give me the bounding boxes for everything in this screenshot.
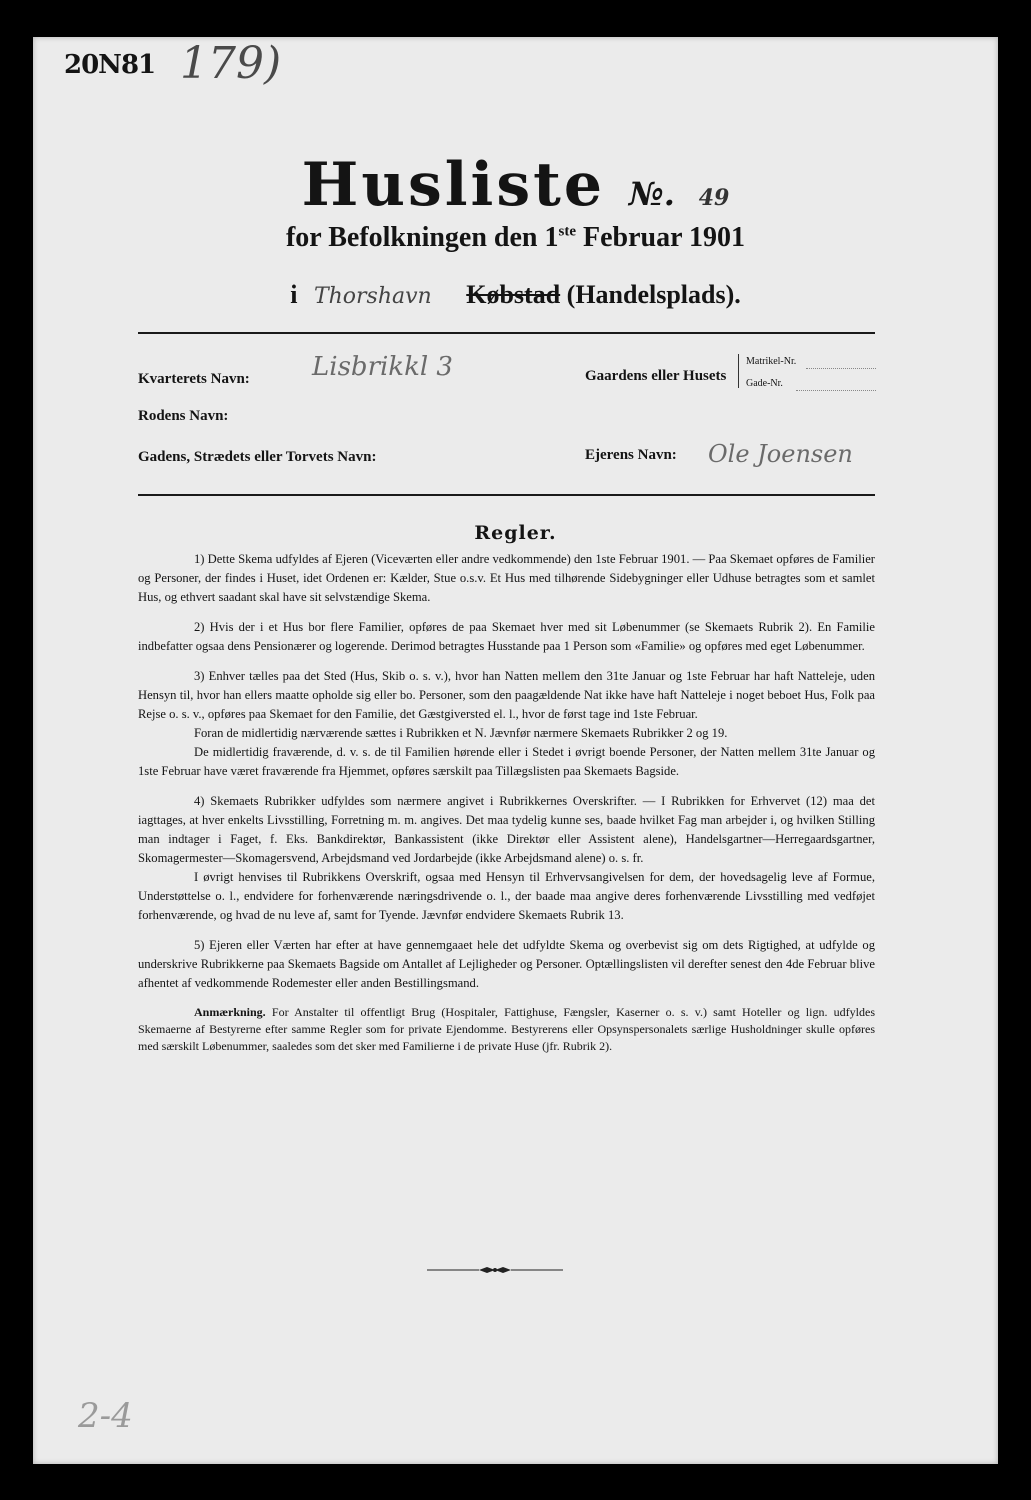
subtitle-line-2-pre: i: [290, 280, 298, 309]
gade-nr-label: Gade-Nr.: [746, 378, 783, 389]
ejer-value: Ole Joensen: [708, 440, 853, 468]
rule-2: 2) Hvis der i et Hus bor flere Familier, opføres de paa Skemaet hver med sit Løbenummer (se Skemaets Rubrik 2). En Familie indbefatter ogsaa dens Pensionærer og logerende. Derimod betragtes Husstande paa 1 Person som «Familie» og opføres med eget Løbenummer.: [138, 620, 875, 653]
rule-3-absent: De midlertidig fraværende, d. v. s. de til Familien hørende eller i Stedet i øvrigt boende Personer, der Natten mellem 31te Januar og 1ste Februar have været fraværende fra Hjemmet, opføres særskilt paa Tillægslisten paa Skemaets Bagside.: [138, 745, 875, 778]
regler-heading: Regler.: [474, 522, 557, 544]
rule-5: 5) Ejeren eller Værten har efter at have gennemgaaet hele det udfyldte Skema og overbevist sig om dets Rigtighed, at udfylde og underskrive Rubrikkerne paa Skemaets Bagside om Antallet af Lejligheder og Personer. Optællingslisten vil derefter senest den 4de Februar blive afhentet af vedkommende Rodemester eller anden Bestillingsmand.: [138, 938, 875, 990]
anmaerkning-label: Anmærkning.: [194, 1005, 266, 1019]
kvarter-value: Lisbrikkl 3: [312, 352, 453, 382]
kvarter-label: Kvarterets Navn:: [138, 371, 250, 387]
matrikel-label: Matrikel-Nr.: [746, 356, 797, 367]
rule-3-continued: Foran de midlertidig nærværende sættes i Rubrikken et N. Jævnfør nærmere Skemaets Rubrikker 2 og 19.: [194, 726, 728, 740]
subtitle-line-1-pre: for Befolkningen den 1: [285, 222, 559, 253]
page-title: [0, 150, 1031, 220]
mid-rule: [138, 494, 875, 496]
rule-3: 3) Enhver tælles paa det Sted (Hus, Skib o. s. v.), hvor han Natten mellem den 31te Januar og 1ste Februar har haft Natteleje, uden Hensyn til, hvor han ellers maatte opholde sig eller bo. Personer, som den paagældende Nat ikke have haft Natteleje i noget beboet Hus, Folk paa Rejse o. s. v., opføres paa Skemaet for den Familie, det Gæstgiversted el. l., hvor de først tage ind 1ste Februar.: [138, 669, 875, 721]
subtitle-sup: ste: [558, 223, 576, 240]
subtitle-line-2-post: (Handelsplads).: [566, 280, 741, 309]
roden-label: Rodens Navn:: [138, 408, 229, 424]
place-handwritten: Thorshavn: [313, 284, 432, 309]
subtitle-line-2: [0, 280, 1031, 310]
gade-label: Gadens, Strædets eller Torvets Navn:: [138, 449, 377, 465]
brace-line: [738, 354, 741, 388]
ejer-label: Ejerens Navn:: [585, 447, 677, 463]
rule-4: 4) Skemaets Rubrikker udfyldes som nærmere angivet i Rubrikkernes Overskrifter. — I Rubrikken for Erhvervet (12) maa det iagttages, at hver enkelts Livsstilling, Forretning m. m. angives. Det maa tydelig kunne ses, baade hvilket Fag man arbejder i, og hvilken Stilling man indtager i Faget, f. Eks. Bankdirektør, Bankassistent (ikke Direktør eller Assistent alene), Handelsgartner—Herregaardsgartner, Skomagermester—Skomagersvend, Arbejdsmand ved Jordarbejde (ikke Arbejdsmand alene) o. s. fr.: [138, 794, 875, 865]
gaard-label: Gaardens eller Husets: [585, 368, 727, 384]
title-number: 49: [698, 185, 730, 211]
title-main: Husliste: [301, 150, 606, 220]
handwritten-page-number: 179): [180, 38, 282, 89]
rules-body: [138, 550, 875, 1066]
rule-1: 1) Dette Skema udfyldes af Ejeren (Viceværten eller andre vedkommende) den 1ste Februar 1901. — Paa Skemaet opføres de Familier og Personer, der findes i Huset, idet Ordenen er: Kælder, Stue o.s.v. Et Hus med tilhørende Sidebygninger eller Udhuse betragtes som et samlet Hus, og ethvert saadant skal have sit selvstændige Skema.: [138, 552, 875, 604]
gade-nr-line: [796, 390, 876, 391]
archive-stamp: 20N81: [64, 50, 156, 80]
subtitle-line-1-post: Februar 1901: [576, 222, 746, 253]
struck-word: Købstad: [466, 280, 561, 309]
divider-ornament-icon: [425, 1262, 565, 1281]
anmaerkning: [138, 1004, 875, 1055]
title-number-prefix: №.: [628, 175, 675, 213]
rule-4-continued: I øvrigt henvises til Rubrikkens Overskrift, ogsaa med Hensyn til Erhvervsangivelsen for dem, der hovedsagelig leve af Formue, Understøttelse o. l., endvidere for forhenværende næringsdrivende o. l., der baade maa angive deres forhenværende Livsstilling med vedføjet forhenværende, og hvad de nu leve af, samt for Tyende. Jævnfør endvidere Skemaets Rubrik 13.: [138, 870, 875, 922]
subtitle-line-1: [0, 222, 1031, 254]
matrikel-line: [806, 368, 876, 369]
pencil-annotation: 2-4: [78, 1396, 133, 1436]
top-rule: [138, 332, 875, 334]
anmaerkning-text: For Anstalter til offentligt Brug (Hospitaler, Fattighuse, Fængsler, Kaserner o. s. v.) samt Hoteller og lign. udfyldes Skemaerne af Bestyrerne efter samme Regler som for private Ejendomme. Bestyrerens eller Opsynspersonalets særlige Husholdninger skulle opføres med særskilt Løbenummer, saaledes som det sker med Familierne i de private Huse (jfr. Rubrik 2).: [138, 1005, 875, 1053]
